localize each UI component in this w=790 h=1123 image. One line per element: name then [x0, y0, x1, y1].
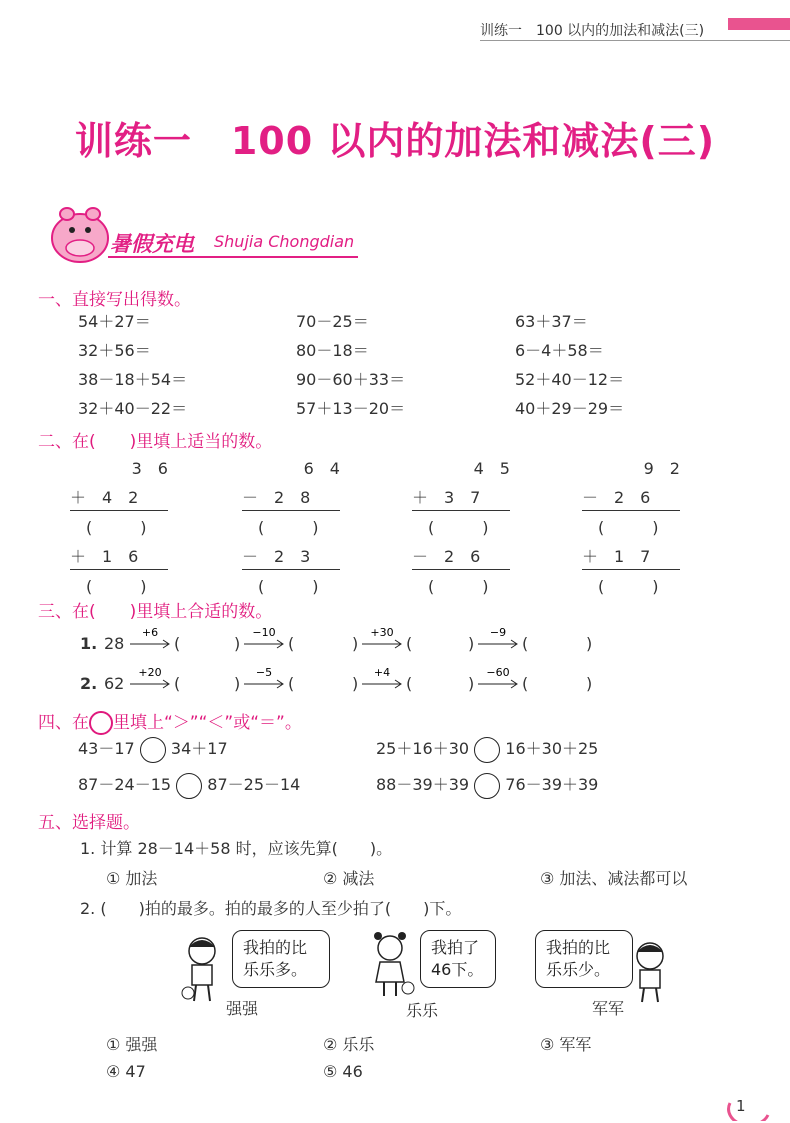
chain-blank: )	[234, 674, 241, 693]
compare-right: 76－39＋39	[505, 775, 599, 794]
section-4-title	[38, 708, 302, 735]
page-number-swoosh-icon	[724, 1085, 774, 1121]
v-rule	[412, 510, 510, 511]
v-blank: ( )	[258, 518, 319, 537]
v-top: 6 4	[303, 459, 340, 478]
compare-circle[interactable]	[474, 773, 500, 799]
arrow-step	[360, 664, 404, 696]
v-op2: ＋ 1 6	[70, 547, 139, 566]
svg-text:+6: +6	[141, 626, 159, 639]
boy-qiangqiang-icon	[178, 935, 228, 1005]
arrow-step	[476, 624, 520, 656]
v-top: 4 5	[473, 459, 510, 478]
chain-start: 28	[104, 634, 125, 653]
q1-option[interactable]: ① 加法	[106, 869, 158, 888]
chain-blank: )	[352, 674, 359, 693]
speech-bubble: 我拍的比乐乐少。	[535, 930, 633, 988]
speech-bubble: 我拍的比乐乐多。	[232, 930, 330, 988]
s1-item: 54＋27＝	[78, 312, 151, 331]
svg-text:+4: +4	[373, 666, 391, 679]
girl-lele-icon	[366, 930, 416, 1000]
chain-blank: (	[288, 674, 295, 693]
v-blank: ( )	[598, 518, 659, 537]
s1-item: 80－18＝	[296, 341, 369, 360]
boy-junjun-icon	[626, 940, 676, 1006]
compare-item	[78, 736, 228, 763]
chain-num: 1.	[80, 634, 98, 653]
s1-item: 40＋29－29＝	[515, 399, 625, 418]
child-name: 强强	[226, 999, 259, 1018]
arrow-step	[242, 664, 286, 696]
page-number: 1	[736, 1097, 746, 1115]
chain-blank: )	[352, 634, 359, 653]
arrow-step	[128, 624, 172, 656]
child-name: 乐乐	[406, 1001, 439, 1020]
v-op2: － 2 6	[412, 547, 481, 566]
compare-right: 87－25－14	[207, 775, 301, 794]
child-name: 军军	[592, 999, 625, 1018]
chain-blank: )	[586, 674, 593, 693]
chain-blank: (	[406, 674, 413, 693]
header-rule	[480, 40, 790, 41]
q1-option[interactable]: ③ 加法、减法都可以	[540, 869, 688, 888]
running-header: 训练一 100 以内的加法和减法(三)	[480, 23, 705, 39]
chain-blank: )	[586, 634, 593, 653]
section-2-title: 二、在( )里填上适当的数。	[38, 432, 273, 452]
v-blank: ( )	[428, 577, 489, 596]
chain-blank: )	[234, 634, 241, 653]
speech-bubble: 我拍了46下。	[420, 930, 496, 988]
q2-option[interactable]: ④ 47	[106, 1062, 146, 1081]
svg-text:−9: −9	[489, 626, 507, 639]
q2-option[interactable]: ③ 军军	[540, 1035, 592, 1054]
svg-text:−5: −5	[255, 666, 273, 679]
v-op2: ＋ 1 7	[582, 547, 651, 566]
svg-text:−60: −60	[486, 666, 510, 679]
v-rule	[70, 510, 168, 511]
q2-option[interactable]: ① 强强	[106, 1035, 158, 1054]
chain-blank: (	[288, 634, 295, 653]
v-op1: ＋ 4 2	[70, 488, 139, 507]
s1-item: 70－25＝	[296, 312, 369, 331]
compare-right: 16＋30＋25	[505, 739, 599, 758]
arrow-step	[360, 624, 404, 656]
hippo-mascot-icon	[45, 200, 115, 270]
q2-text: 2. ( )拍的最多。拍的最多的人至少拍了( )下。	[80, 899, 462, 918]
v-op1: ＋ 3 7	[412, 488, 481, 507]
chain-num: 2.	[80, 674, 98, 693]
arrow-step	[242, 624, 286, 656]
vertical-problem-1	[70, 456, 184, 597]
vertical-problem-2	[242, 456, 356, 597]
header-accent-bar	[728, 18, 790, 30]
s1-item: 57＋13－20＝	[296, 399, 406, 418]
compare-left: 88－39＋39	[376, 775, 470, 794]
v-op2: － 2 3	[242, 547, 311, 566]
v-rule	[70, 569, 168, 570]
q1-option[interactable]: ② 减法	[323, 869, 375, 888]
banner-title: 暑假充电	[110, 232, 194, 256]
s1-item: 63＋37＝	[515, 312, 588, 331]
banner-subtitle: Shujia Chongdian	[214, 232, 355, 251]
v-op1: － 2 6	[582, 488, 651, 507]
section-4-title-a: 四、在	[38, 713, 89, 733]
arrow-step	[128, 664, 172, 696]
svg-text:+20: +20	[138, 666, 162, 679]
compare-item	[78, 772, 300, 799]
compare-circle[interactable]	[176, 773, 202, 799]
chain-blank: (	[522, 634, 529, 653]
v-top: 9 2	[643, 459, 680, 478]
banner-rule	[108, 256, 358, 258]
q1-text: 1. 计算 28－14＋58 时，应该先算( )。	[80, 839, 393, 858]
chain-blank: (	[174, 674, 181, 693]
chain-blank: (	[522, 674, 529, 693]
compare-right: 34＋17	[170, 739, 228, 758]
v-blank: ( )	[86, 577, 147, 596]
v-rule	[582, 510, 680, 511]
vertical-problem-4	[582, 456, 696, 597]
chain-start: 62	[104, 674, 125, 693]
v-op1: － 2 8	[242, 488, 311, 507]
v-top: 3 6	[131, 459, 168, 478]
chain-row-2	[80, 664, 760, 698]
section-4-title-b: 里填上“＞”“＜”或“＝”。	[113, 713, 302, 733]
svg-text:−10: −10	[252, 626, 276, 639]
v-blank: ( )	[428, 518, 489, 537]
chain-blank: (	[406, 634, 413, 653]
v-rule	[412, 569, 510, 570]
vertical-problem-3	[412, 456, 526, 597]
s1-item: 38－18＋54＝	[78, 370, 188, 389]
v-blank: ( )	[598, 577, 659, 596]
chain-blank: )	[468, 634, 475, 653]
page-title: 训练一 100 以内的加法和减法(三)	[74, 119, 716, 163]
v-rule	[582, 569, 680, 570]
s1-item: 52＋40－12＝	[515, 370, 625, 389]
compare-left: 87－24－15	[78, 775, 172, 794]
compare-left: 43－17	[78, 739, 135, 758]
v-rule	[242, 510, 340, 511]
chain-blank: (	[174, 634, 181, 653]
compare-item	[376, 736, 598, 763]
s1-item: 90－60＋33＝	[296, 370, 406, 389]
v-rule	[242, 569, 340, 570]
s1-item: 32＋56＝	[78, 341, 151, 360]
svg-text:+30: +30	[370, 626, 394, 639]
q2-option[interactable]: ⑤ 46	[323, 1062, 363, 1081]
compare-left: 25＋16＋30	[376, 739, 470, 758]
s1-item: 6－4＋58＝	[515, 341, 604, 360]
arrow-step	[476, 664, 520, 696]
v-blank: ( )	[86, 518, 147, 537]
section-5-title: 五、选择题。	[38, 813, 140, 833]
s1-item: 32＋40－22＝	[78, 399, 188, 418]
compare-circle[interactable]	[140, 737, 166, 763]
compare-item	[376, 772, 598, 799]
chain-blank: )	[468, 674, 475, 693]
q2-option[interactable]: ② 乐乐	[323, 1035, 375, 1054]
chain-row-1	[80, 624, 760, 658]
circle-icon	[89, 711, 113, 735]
section-1-title: 一、直接写出得数。	[38, 290, 191, 310]
compare-circle[interactable]	[474, 737, 500, 763]
v-blank: ( )	[258, 577, 319, 596]
section-3-title: 三、在( )里填上合适的数。	[38, 602, 273, 622]
